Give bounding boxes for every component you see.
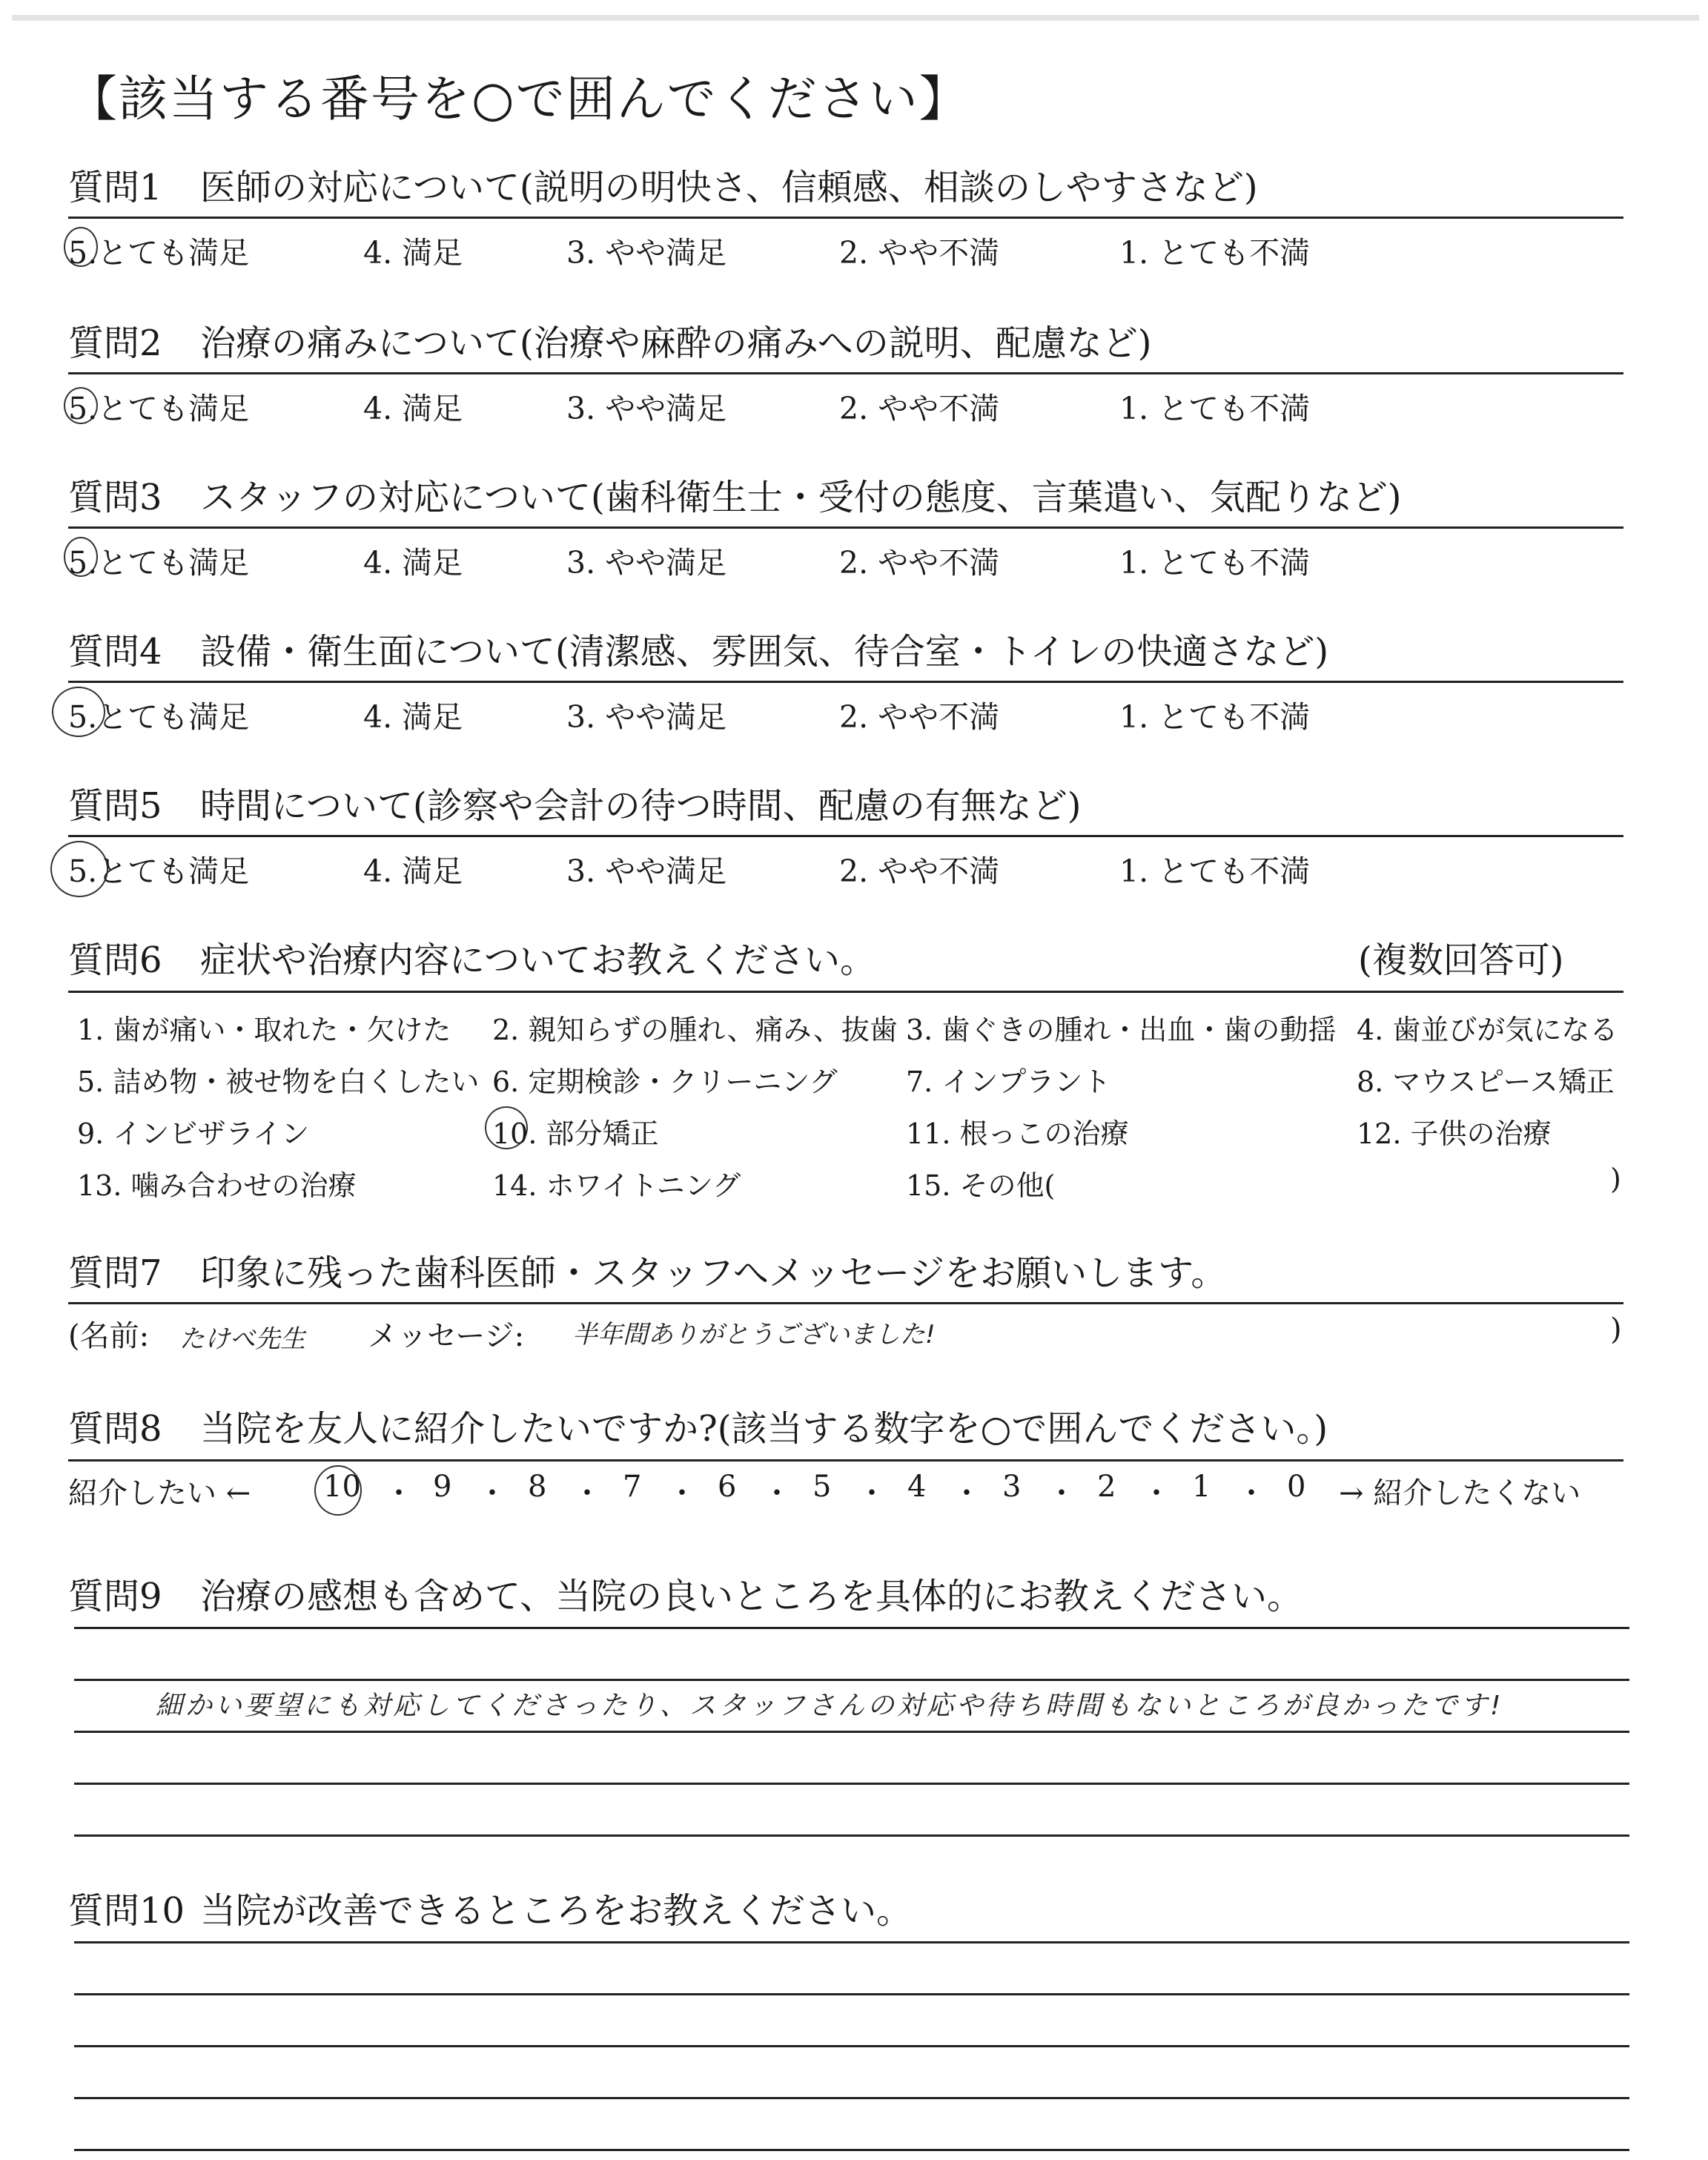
instruction-header: 【該当する番号を○で囲んでください】	[68, 70, 970, 128]
option-4[interactable]: 4. 満足	[363, 699, 463, 735]
option-1[interactable]: 1. とても不満	[1119, 545, 1311, 581]
question-title: スタッフの対応について(歯科衛生士・受付の態度、言葉遣い、気配りなど)	[200, 477, 1402, 518]
rating-options	[68, 693, 1625, 734]
option-1[interactable]: 1. とても不満	[1119, 699, 1311, 735]
question-title: 治療の感想も含めて、当院の良いところを具体的にお教えください。	[200, 1576, 1303, 1617]
name-handwritten[interactable]: たけべ先生	[179, 1324, 305, 1354]
question-number: 質問4	[68, 631, 162, 673]
message-line	[68, 1312, 1625, 1354]
symptom-item[interactable]: 1. 歯が痛い・取れた・欠けた	[77, 1014, 451, 1046]
option-1[interactable]: 1. とても不満	[1119, 853, 1311, 889]
title-rule	[68, 1302, 1623, 1304]
title-rule	[68, 372, 1623, 374]
answer-line	[74, 2149, 1629, 2151]
option-5[interactable]: 5.とても満足	[68, 391, 250, 426]
scale-dot: ・	[1237, 1476, 1266, 1510]
scale-value[interactable]: 0	[1287, 1470, 1306, 1504]
scale-value[interactable]: 5	[812, 1470, 832, 1504]
symptom-item[interactable]: 12. 子供の治療	[1357, 1117, 1552, 1150]
question-number: 質問3	[68, 477, 162, 518]
symptom-item[interactable]: 13. 噛み合わせの治療	[77, 1169, 357, 1202]
symptom-item[interactable]: 5. 詰め物・被せ物を白くしたい	[77, 1066, 480, 1098]
answer-line	[74, 2045, 1629, 2047]
option-2[interactable]: 2. やや不満	[839, 853, 1000, 889]
option-5[interactable]: 5.とても満足	[68, 545, 250, 581]
symptom-item[interactable]: 8. マウスピース矯正	[1357, 1066, 1615, 1098]
symptom-item[interactable]: 3. 歯ぐきの腫れ・出血・歯の動揺	[906, 1014, 1337, 1046]
recommend-scale	[68, 1470, 1632, 1514]
message-label: メッセージ:	[368, 1319, 525, 1353]
scale-dot: ・	[1142, 1476, 1171, 1510]
answer-line	[74, 1783, 1629, 1785]
option-3[interactable]: 3. やや満足	[566, 545, 727, 581]
scale-dot: ・	[477, 1476, 507, 1510]
option-3[interactable]: 3. やや満足	[566, 853, 727, 889]
option-2[interactable]: 2. やや不満	[839, 699, 1000, 735]
option-4[interactable]: 4. 満足	[363, 391, 463, 426]
answer-line	[74, 1941, 1629, 1943]
scale-dot: ・	[572, 1476, 602, 1510]
scale-value[interactable]: 3	[1002, 1470, 1022, 1504]
answer-line	[74, 1731, 1629, 1733]
scale-dot: ・	[384, 1476, 414, 1510]
option-2[interactable]: 2. やや不満	[839, 391, 1000, 426]
scale-left-label: 紹介したい ←	[68, 1476, 251, 1510]
question-6	[68, 937, 1625, 983]
question-8	[68, 1406, 1625, 1452]
title-rule	[68, 681, 1623, 683]
question-title: 時間について(診察や会計の待つ時間、配慮の有無など)	[200, 785, 1082, 827]
option-4[interactable]: 4. 満足	[363, 545, 463, 581]
title-rule	[68, 835, 1623, 837]
question-9	[68, 1573, 1625, 1619]
question-1	[68, 165, 1625, 271]
question-7	[68, 1250, 1625, 1354]
option-2[interactable]: 2. やや不満	[839, 235, 1000, 271]
option-5[interactable]: 5.とても満足	[68, 853, 250, 889]
scan-top-edge	[12, 15, 1699, 21]
option-2[interactable]: 2. やや不満	[839, 545, 1000, 581]
question-number: 質問5	[68, 785, 162, 827]
message-handwritten[interactable]: 半年間ありがとうございました!	[572, 1320, 936, 1350]
scale-value[interactable]: 7	[623, 1470, 642, 1504]
scale-right-label: → 紹介したくない	[1339, 1476, 1581, 1510]
rating-options	[68, 384, 1625, 426]
symptom-item[interactable]: 4. 歯並びが気になる	[1357, 1014, 1618, 1046]
symptom-item[interactable]: 14. ホワイトニング	[492, 1169, 741, 1202]
scale-dot: ・	[762, 1476, 792, 1510]
question-10	[68, 1888, 1625, 1934]
rating-options	[68, 847, 1625, 888]
scale-dot: ・	[857, 1476, 887, 1510]
scale-value[interactable]: 2	[1097, 1470, 1116, 1504]
scale-dot: ・	[952, 1476, 982, 1510]
scale-dot: ・	[1047, 1476, 1076, 1510]
scale-value[interactable]: 9	[433, 1470, 452, 1504]
scale-value[interactable]: 6	[718, 1470, 737, 1504]
question-title: 症状や治療内容についてお教えください。	[200, 939, 876, 981]
name-label: (名前:	[68, 1319, 150, 1353]
question-number: 質問1	[68, 167, 162, 208]
title-rule	[68, 1459, 1623, 1462]
question-5	[68, 783, 1625, 889]
option-5[interactable]: 5.とても満足	[68, 235, 250, 271]
title-rule	[68, 526, 1623, 529]
question-title: 設備・衛生面について(清潔感、雰囲気、待合室・トイレの快適さなど)	[200, 631, 1329, 673]
scale-value[interactable]: 4	[907, 1470, 927, 1504]
symptom-item[interactable]: 7. インプラント	[906, 1066, 1111, 1098]
rating-options	[68, 538, 1625, 580]
message-close-paren: )	[1610, 1312, 1622, 1347]
option-1[interactable]: 1. とても不満	[1119, 235, 1311, 271]
question-number: 質問10	[68, 1890, 185, 1932]
question-title: 印象に残った歯科医師・スタッフへメッセージをお願いします。	[200, 1252, 1227, 1294]
option-3[interactable]: 3. やや満足	[566, 699, 727, 735]
question-2	[68, 320, 1625, 426]
question-3	[68, 475, 1625, 581]
option-3[interactable]: 3. やや満足	[566, 235, 727, 271]
q9-handwritten-answer[interactable]: 細かい要望にも対応してくださったり、スタッフさんの対応や待ち時間もないところが良かったです!	[156, 1691, 1504, 1721]
question-number: 質問8	[68, 1408, 162, 1450]
answer-line	[74, 1679, 1629, 1681]
question-title: 当院を友人に紹介したいですか?(該当する数字を○で囲んでください。)	[200, 1408, 1328, 1450]
answer-line	[74, 1627, 1629, 1629]
symptom-item-other[interactable]: 15. その他(	[906, 1169, 1056, 1202]
question-title: 医師の対応について(説明の明快さ、信頼感、相談のしやすさなど)	[200, 167, 1258, 208]
scale-value[interactable]: 8	[528, 1470, 547, 1504]
question-number: 質問6	[68, 939, 162, 981]
scale-value[interactable]: 10	[323, 1470, 361, 1504]
answer-line	[74, 2097, 1629, 2099]
option-5[interactable]: 5.とても満足	[68, 699, 250, 735]
answer-line	[74, 1993, 1629, 1995]
question-4	[68, 629, 1625, 735]
option-1[interactable]: 1. とても不満	[1119, 391, 1311, 426]
question-title: 治療の痛みについて(治療や麻酔の痛みへの説明、配慮など)	[200, 323, 1152, 364]
question-title: 当院が改善できるところをお教えください。	[200, 1890, 913, 1932]
question-number: 質問7	[68, 1252, 162, 1294]
question-number: 質問9	[68, 1576, 162, 1617]
symptom-item[interactable]: 10. 部分矯正	[492, 1117, 659, 1150]
symptom-item[interactable]: 9. インビザライン	[77, 1117, 310, 1150]
multiple-answer-note: (複数回答可)	[1358, 939, 1564, 981]
option-3[interactable]: 3. やや満足	[566, 391, 727, 426]
scale-value[interactable]: 1	[1192, 1470, 1211, 1504]
symptom-item[interactable]: 11. 根っこの治療	[906, 1117, 1129, 1150]
other-close-paren: )	[1610, 1163, 1621, 1195]
rating-options	[68, 228, 1625, 270]
title-rule	[68, 217, 1623, 219]
option-4[interactable]: 4. 満足	[363, 235, 463, 271]
symptom-item[interactable]: 6. 定期検診・クリーニング	[492, 1066, 838, 1098]
title-rule	[68, 991, 1623, 993]
symptom-item[interactable]: 2. 親知らずの腫れ、痛み、抜歯	[492, 1014, 898, 1046]
question-number: 質問2	[68, 323, 162, 364]
option-4[interactable]: 4. 満足	[363, 853, 463, 889]
scale-dot: ・	[667, 1476, 697, 1510]
answer-line	[74, 1834, 1629, 1837]
